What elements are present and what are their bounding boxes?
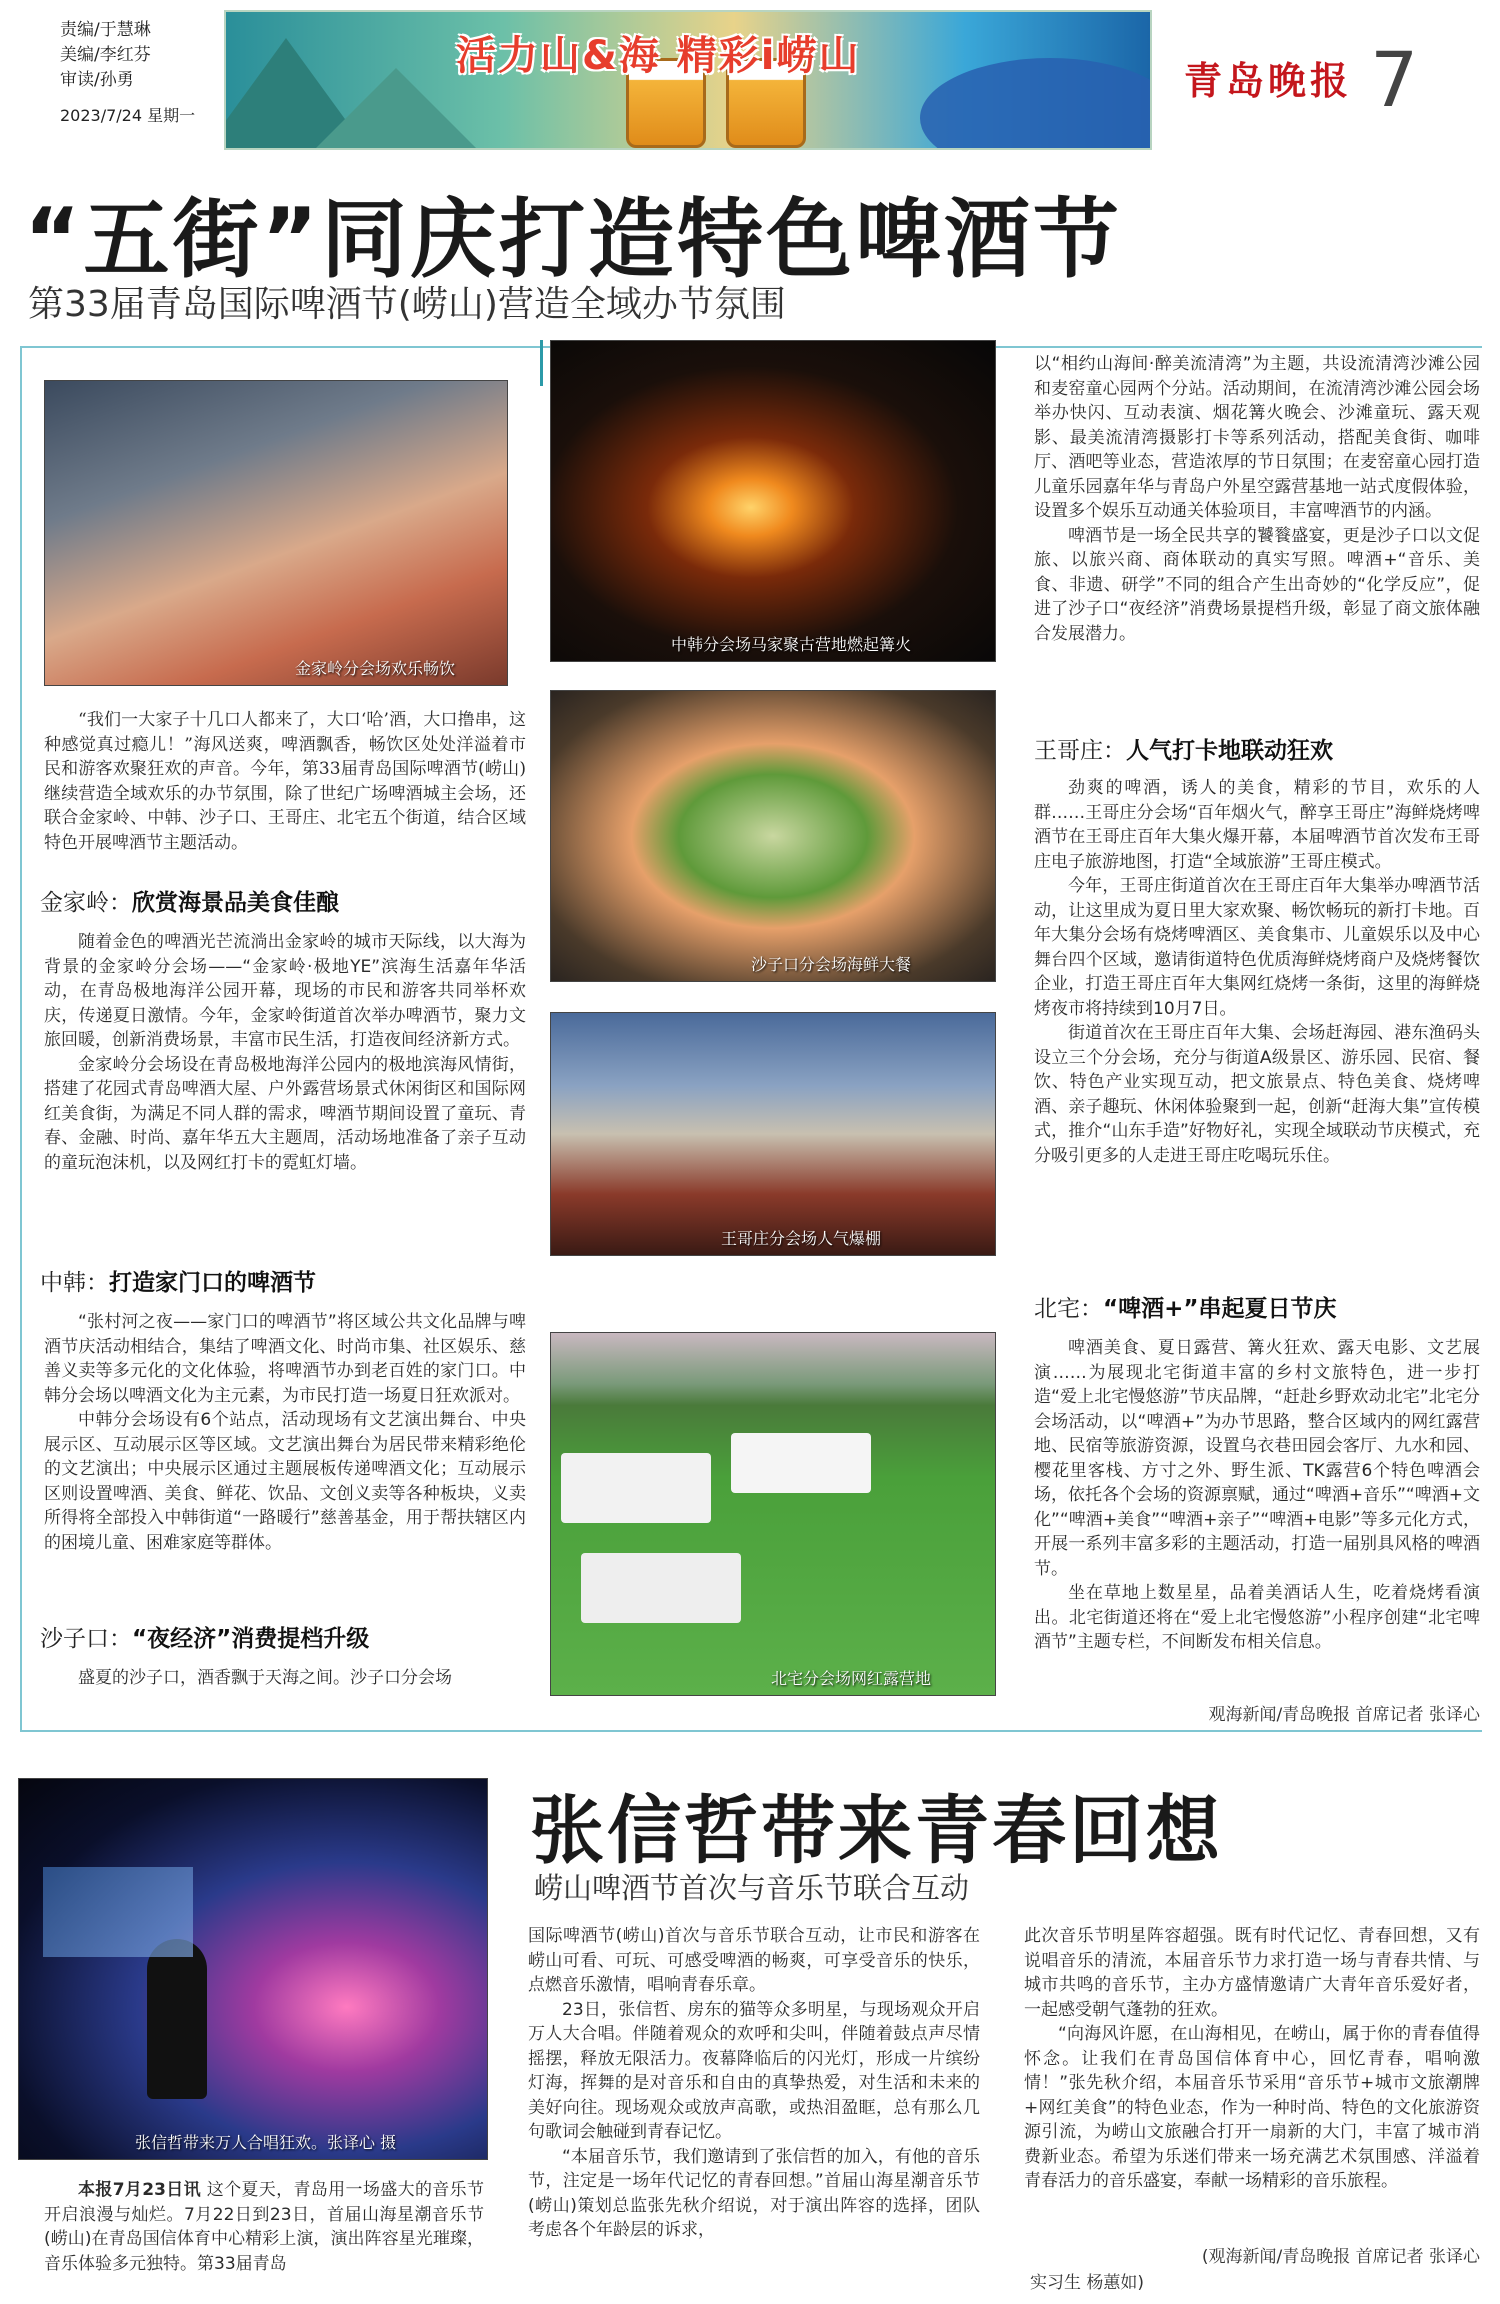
photo-bonfire [550, 340, 996, 662]
credit-proofreader: 审读/孙勇 [60, 70, 134, 90]
article1-col3-shazikou: 以“相约山海间·醉美流清湾”为主题，共设流清湾沙滩公园和麦窑童心园两个分站。活动期间，在流清湾沙滩公园会场举办快闪、互动表演、烟花篝火晚会、沙滩童玩、露天观影、最美流清湾摄影打卡等系列活动，搭配美食街、咖啡厅、酒吧等业态，营造浓厚的节日氛围；在麦窑童心园打造儿童乐园嘉年华与青岛户外星空露营基地一站式度假体验，设置多个娱乐互动通关体验项目，丰富啤酒节的内涵。 啤酒节是一场全民共享的饕餮盛宴，更是沙子口以文促旅、以旅兴商、商体联动的真实写照。啤酒+“音乐、美食、非遗、研学”不同的组合产生出奇妙的“化学反应”，促进了沙子口“夜经济”消费场景提档升级，彰显了商文旅体融合发展潜力。 [1034, 354, 1480, 644]
tent-shape [581, 1553, 741, 1623]
article2-subheadline: 崂山啤酒节首次与音乐节联合互动 [534, 1871, 970, 1905]
section-heading-beizhai: 北宅：“啤酒+”串起夏日节庆 [1034, 1296, 1337, 1322]
section-heading-jinjialing: 金家岭：欣赏海景品美食佳酿 [40, 890, 339, 916]
article2-col1: 本报7月23日讯 这个夏天，青岛用一场盛大的音乐节开启浪漫与灿烂。7月22日到23日，首届山海星潮音乐节(崂山)在青岛国信体育中心精彩上演，演出阵容星光璀璨，音乐体验多元独特。第33届青岛 [44, 2180, 484, 2274]
article1-headline: “五街”同庆打造特色啤酒节 [24, 190, 1123, 290]
article2-byline-intern: 实习生 杨蕙如) [1030, 2273, 1145, 2293]
article2-col2: 国际啤酒节(崂山)首次与音乐节联合互动，让市民和游客在崂山可看、可玩、可感受啤酒的畅爽，可享受音乐的快乐，点燃音乐激情，唱响青春乐章。 23日，张信哲、房东的猫等众多明星，与现场观众开启万人大合唱。伴随着观众的欢呼和尖叫，伴随着鼓点声尽情摇摆，释放无限活力。夜幕降临后的闪光灯，形成一片缤纷灯海，挥舞的是对音乐和自由的真挚热爱，对生活和未来的美好向往。现场观众或放声高歌，或热泪盈眶，总有那么几句歌词会触碰到青春记忆。 “本届音乐节，我们邀请到了张信哲的加入，有他的音乐节，注定是一场年代记忆的青春回想。”首届山海星潮音乐节(崂山)策划总监张先秋介绍说，对于演出阵容的选择，团队考虑各个年龄层的诉求， [528, 1926, 980, 2240]
photo-caption: 金家岭分会场欢乐畅饮 [295, 659, 456, 678]
article2-byline: (观海新闻/青岛晚报 首席记者 张译心 [1201, 2247, 1480, 2267]
banner-mountain-art [316, 68, 476, 148]
photo-concert [18, 1778, 488, 2160]
photo-night-market [550, 1012, 996, 1256]
accent-rule [540, 340, 543, 386]
dateline: 本报7月23日讯 [78, 2180, 201, 2200]
photo-campsite [550, 1332, 996, 1696]
photo-caption: 沙子口分会场海鲜大餐 [751, 955, 912, 974]
photo-caption: 中韩分会场马家聚古营地燃起篝火 [671, 635, 912, 654]
article1-col1-zhonghan: “张村河之夜——家门口的啤酒节”将区域公共文化品牌与啤酒节庆活动相结合，集结了啤酒文化、时尚市集、社区娱乐、慈善义卖等多元化的文化体验，将啤酒节办到老百姓的家门口。中韩分会场以啤酒文化为主元素，为市民打造一场夏日狂欢派对。 中韩分会场设有6个站点，活动现场有文艺演出舞台、中央展示区、互动展示区等区域。文艺演出舞台为居民带来精彩绝伦的文艺演出；中央展示区通过主题展板传递啤酒文化；互动展示区则设置啤酒、美食、鲜花、饮品、文创义卖等各种板块，义卖所得将全部投入中韩街道“一路暖行”慈善基金，用于帮扶辖区内的困境儿童、困难家庭等群体。 [44, 1312, 526, 1553]
article1-col1-shazikou: 盛夏的沙子口，酒香飘于天海之间。沙子口分会场 [78, 1668, 452, 1688]
credit-editor: 责编/于慧琳 [60, 20, 151, 40]
article1-byline: 观海新闻/青岛晚报 首席记者 张译心 [1208, 1705, 1480, 1725]
section-banner [224, 10, 1152, 150]
banner-slogan: 活力山&海 精彩i崂山 [456, 33, 861, 79]
article1-col1-jinjialing: 随着金色的啤酒光芒流淌出金家岭的城市天际线，以大海为背景的金家岭分会场——“金家岭·极地YE”滨海生活嘉年华活动，在青岛极地海洋公园开幕，现场的市民和游客共同举杯欢庆，传递夏日激情。今年，金家岭街道首次举办啤酒节，聚力文旅回暖，创新消费场景，丰富市民生活，打造夜间经济新方式。 金家岭分会场设在青岛极地海洋公园内的极地滨海风情街，搭建了花园式青岛啤酒大屋、户外露营场景式休闲街区和国际网红美食街，为满足不同人群的需求，啤酒节期间设置了童玩、青春、金融、时尚、嘉年华五大主题周，活动场地准备了亲子互动的童玩泡沫机，以及网红打卡的霓虹灯墙。 [44, 932, 526, 1173]
performer-silhouette [147, 1939, 207, 2099]
section-heading-shazikou: 沙子口：“夜经济”消费提档升级 [40, 1626, 370, 1652]
banner-wave-art [920, 58, 1152, 150]
credit-designer: 美编/李红芬 [60, 45, 151, 65]
photo-caption: 王哥庄分会场人气爆棚 [721, 1229, 882, 1248]
photo-jinjialing [44, 380, 508, 686]
stage-screen [43, 1867, 193, 1957]
tent-shape [731, 1433, 871, 1493]
article2-headline: 张信哲带来青春回想 [530, 1788, 1223, 1874]
article1-col3-beizhai: 啤酒美食、夏日露营、篝火狂欢、露天电影、文艺展演……为展现北宅街道丰富的乡村文旅特色，进一步打造“爱上北宅慢悠游”节庆品牌，“赶赴乡野欢动北宅”北宅分会场活动，以“啤酒+”为办节思路，整合区域内的网红露营地、民宿等旅游资源，设置乌衣巷田园会客厅、九水和园、樱花里客栈、方寸之外、野生派、TK露营6个特色啤酒会场，依托各个会场的资源禀赋，通过“啤酒+音乐”“啤酒+文化”“啤酒+美食”“啤酒+亲子”“啤酒+电影”等多元化方式，开展一系列丰富多彩的主题活动，打造一届别具风格的啤酒节。 坐在草地上数星星，品着美酒话人生，吃着烧烤看演出。北宅街道还将在“爱上北宅慢悠游”小程序创建“北宅啤酒节”主题专栏，不间断发布相关信息。 [1034, 1338, 1480, 1652]
editor-credits [60, 18, 195, 128]
issue-date: 2023/7/24 星期一 [60, 106, 196, 125]
newspaper-name: 青岛晚报 [1184, 58, 1353, 103]
article1-col3-wanggezhuang: 劲爽的啤酒，诱人的美食，精彩的节目，欢乐的人群……王哥庄分会场“百年烟火气，醉享王哥庄”海鲜烧烤啤酒节在王哥庄百年大集火爆开幕，本届啤酒节首次发布王哥庄电子旅游地图，打造“全域旅游”王哥庄模式。 今年，王哥庄街道首次在王哥庄百年大集举办啤酒节活动，让这里成为夏日里大家欢聚、畅饮畅玩的新打卡地。百年大集分会场有烧烤啤酒区、美食集市、儿童娱乐以及中心舞台四个区域，邀请街道特色优质海鲜烧烤商户及烧烤餐饮企业，打造王哥庄百年大集网红烧烤一条街，这里的海鲜烧烤夜市将持续到10月7日。 街道首次在王哥庄百年大集、会场赶海园、港东渔码头设立三个分会场，充分与街道A级景区、游乐园、民宿、餐饮、特色产业实现互动，把文旅景点、特色美食、烧烤啤酒、亲子趣玩、休闲体验聚到一起，创新“赶海大集”宣传模式，推介“山东手造”好物好礼，实现全域联动节庆模式，充分吸引更多的人走进王哥庄吃喝玩乐住。 [1034, 778, 1480, 1166]
article1-col1-intro: “我们一大家子十几口人都来了，大口‘哈’酒，大口撸串，这种感觉真过瘾儿！”海风送爽，啤酒飘香，畅饮区处处洋溢着市民和游客欢聚狂欢的声音。今年，第33届青岛国际啤酒节(崂山)继续营造全域欢乐的办节氛围，除了世纪广场啤酒城主会场，还联合金家岭、中韩、沙子口、王哥庄、北宅五个街道，结合区域特色开展啤酒节主题活动。 [44, 710, 526, 853]
photo-seafood [550, 690, 996, 982]
article2-col3: 此次音乐节明星阵容超强。既有时代记忆、青春回想，又有说唱音乐的清流，本届音乐节力求打造一场与青春共情、与城市共鸣的音乐节，主办方盛情邀请广大青年音乐爱好者，一起感受朝气蓬勃的狂欢。 “向海风许愿，在山海相见，在崂山，属于你的青春值得怀念。让我们在青岛国信体育中心，回忆青春，唱响激情！”张先秋介绍，本届音乐节采用“音乐节+城市文旅潮牌+网红美食”的特色业态，作为一种时尚、特色的文化旅游资源引流，为崂山文旅融合打开一扇新的大门，丰富了城市消费新业态。希望为乐迷们带来一场充满艺术氛围感、洋溢着青春活力的音乐盛宴，奉献一场精彩的音乐旅程。 [1024, 1926, 1480, 2191]
photo-caption: 张信哲带来万人合唱狂欢。张译心 摄 [135, 2133, 397, 2152]
article1-subheadline: 第33届青岛国际啤酒节(崂山)营造全域办节氛围 [28, 284, 786, 325]
section-heading-zhonghan: 中韩：打造家门口的啤酒节 [40, 1270, 316, 1296]
tent-shape [561, 1453, 711, 1523]
section-heading-wanggezhuang: 王哥庄：人气打卡地联动狂欢 [1034, 738, 1333, 764]
page-number: 7 [1370, 35, 1419, 124]
photo-caption: 北宅分会场网红露营地 [771, 1669, 932, 1688]
